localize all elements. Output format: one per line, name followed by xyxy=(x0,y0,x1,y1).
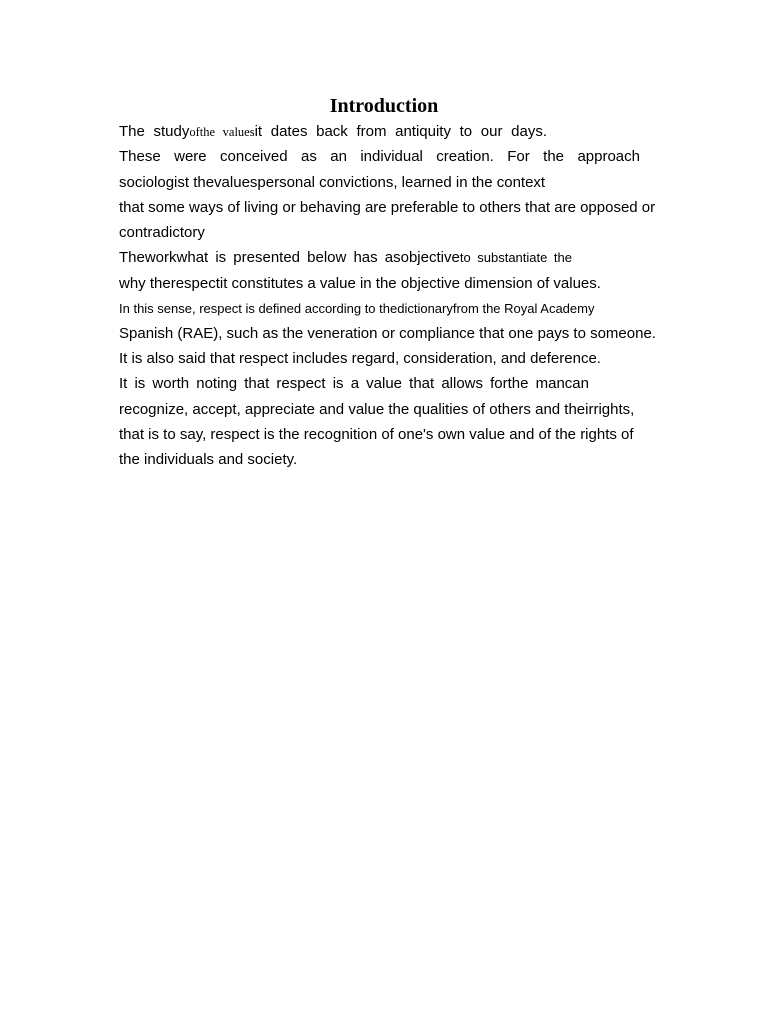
text-line-5: contradictory xyxy=(119,224,205,241)
text-line-10: It is also said that respect includes regard, consideration, and deference. xyxy=(119,350,601,367)
text-line-4: that some ways of living or behaving are preferable to others that are opposed or xyxy=(119,199,656,216)
text-segment: it dates back from antiquity to our days. xyxy=(254,123,547,140)
text-line-3: sociologist thevaluespersonal convictions, learned in the context xyxy=(119,174,546,191)
text-line-6 xyxy=(119,247,572,269)
text-segment: The study xyxy=(119,123,190,140)
text-segment: Theworkwhat is presented below has asobjective xyxy=(119,249,460,266)
text-line-2: These were conceived as an individual creation. For the approach xyxy=(119,148,640,165)
page-title: Introduction xyxy=(329,95,439,117)
text-line-11: It is worth noting that respect is a value that allows forthe mancan xyxy=(119,375,589,392)
text-line-8: In this sense, respect is defined according to thedictionaryfrom the Royal Academy xyxy=(119,301,595,316)
text-line-7: why therespectit constitutes a value in the objective dimension of values. xyxy=(119,275,601,292)
text-line-9: Spanish (RAE), such as the veneration or compliance that one pays to someone. xyxy=(119,325,656,342)
text-line-14: the individuals and society. xyxy=(119,451,298,468)
text-line-1 xyxy=(119,121,547,143)
text-line-13: that is to say, respect is the recognition of one's own value and of the rights of xyxy=(119,426,634,443)
text-segment-small: ofthe values xyxy=(189,125,255,139)
text-segment-small: to substantiate the xyxy=(459,250,572,265)
text-line-12: recognize, accept, appreciate and value the qualities of others and theirrights, xyxy=(119,401,635,418)
